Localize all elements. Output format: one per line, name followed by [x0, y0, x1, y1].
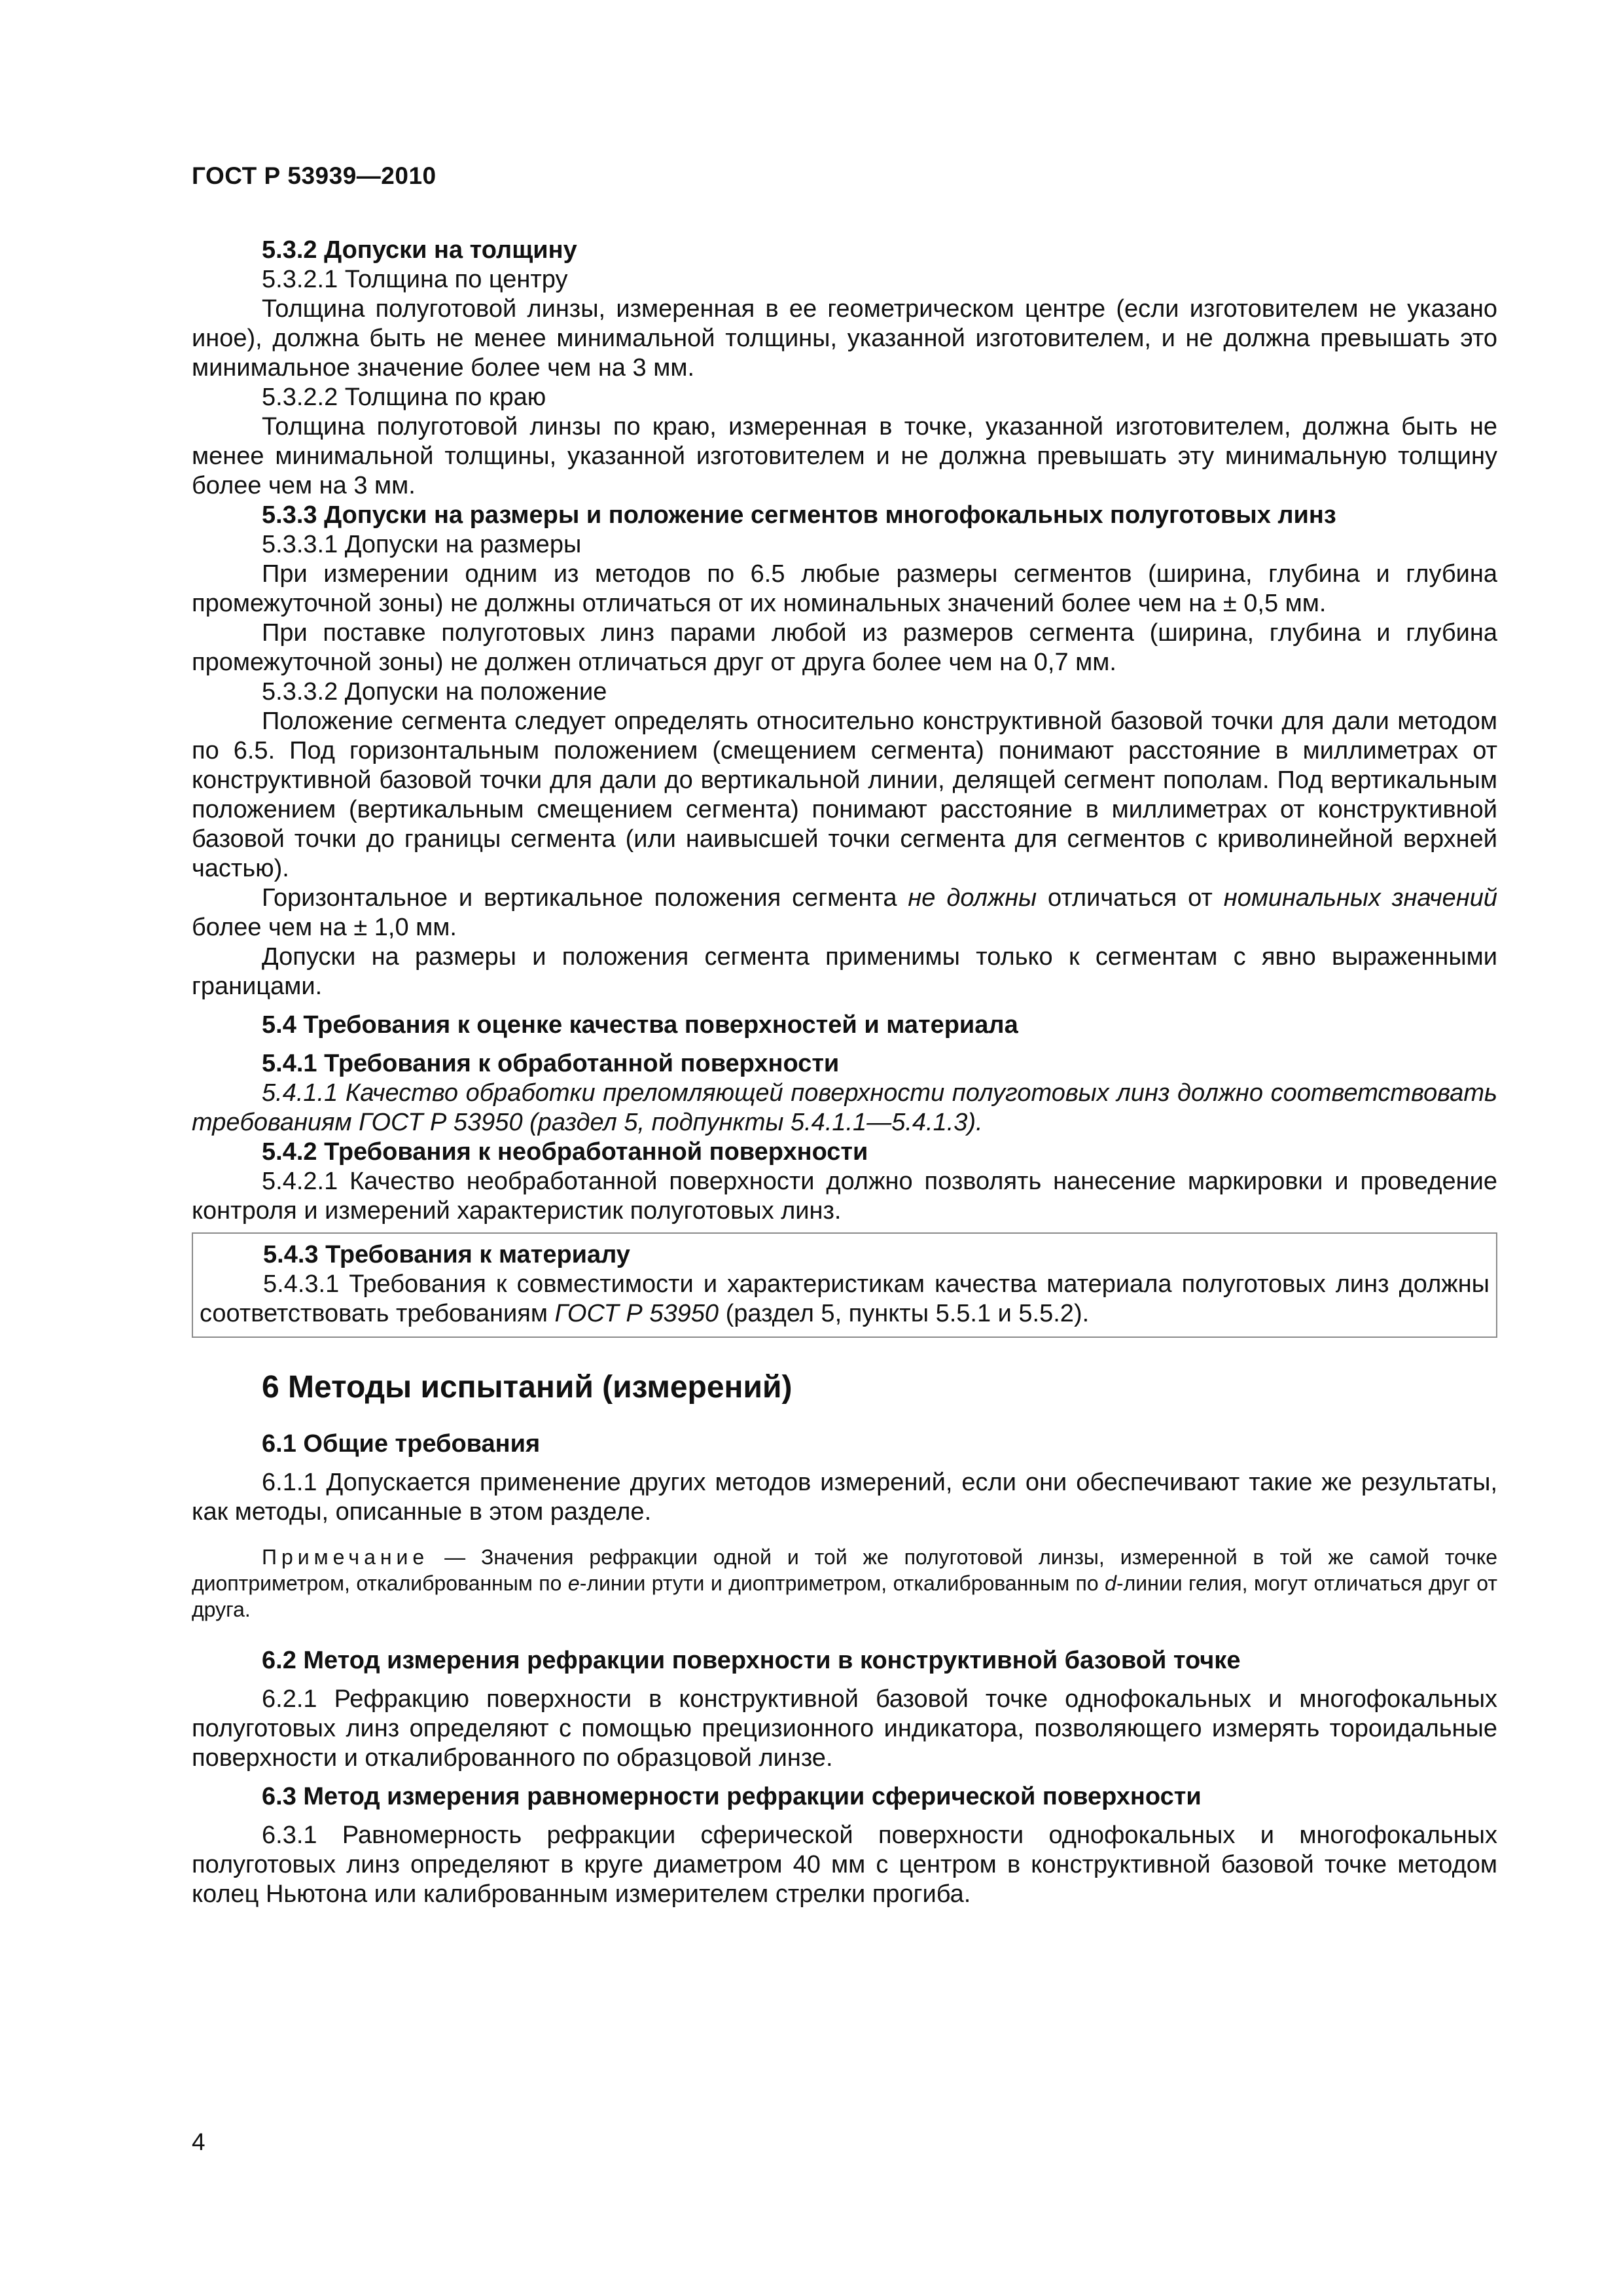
clause-5-3-2-heading: 5.3.2 Допуски на толщину: [262, 236, 577, 264]
clause-5-4-2-1-text: 5.4.2.1 Качество необработанной поверхности должно позволять нанесение маркировки и проведение контроля и измерений характеристик полуготовых линз.: [192, 1168, 1497, 1225]
material-text-b: ГОСТ Р 53950: [554, 1300, 719, 1327]
note-text-b: -линии ртути и диоптриметром, откалиброванным по: [579, 1571, 1105, 1595]
clause-5-3-3-1-text-2: При поставке полуготовых линз парами любой из размеров сегмента (ширина, глубина и глубина промежуточной зоны) не должен отличаться друг от друга более чем на 0,7 мм.: [192, 619, 1497, 676]
note-text-d: d: [1105, 1571, 1116, 1595]
note-text-e: е: [567, 1571, 580, 1595]
tolerance-text-a: Горизонтальное и вертикальное положения сегмента: [262, 884, 908, 912]
tolerance-text-b: не должны: [908, 884, 1037, 912]
clause-5-3-3-2-note: Допуски на размеры и положения сегмента применимы только к сегментам с явно выраженными границами.: [192, 943, 1497, 1000]
document-body: [192, 236, 1497, 1909]
clause-5-4-3-heading: 5.4.3 Требования к материалу: [263, 1241, 630, 1268]
note-label: Примечание: [262, 1545, 429, 1569]
amendment-box: [192, 1232, 1497, 1338]
material-text-c: (раздел 5, пункты 5.5.1 и 5.5.2).: [719, 1300, 1090, 1327]
clause-5-3-3-heading: 5.3.3 Допуски на размеры и положение сегментов многофокальных полуготовых линз: [262, 501, 1336, 529]
page-number: 4: [192, 2128, 205, 2155]
clause-5-3-3-2-tolerance: [192, 884, 1497, 942]
clause-6-2-heading: 6.2 Метод измерения рефракции поверхности в конструктивной базовой точке: [262, 1647, 1241, 1674]
clause-5-3-3-2-title: 5.3.3.2 Допуски на положение: [262, 678, 607, 706]
clause-5-4-heading: 5.4 Требования к оценке качества поверхностей и материала: [262, 1011, 1018, 1039]
clause-6-1-heading: 6.1 Общие требования: [262, 1430, 541, 1458]
clause-5-4-3-1-text: [200, 1270, 1489, 1329]
note-text-c: -линии гелия, могут отличаться друг от друга.: [192, 1571, 1498, 1621]
clause-5-3-3-1-text: При измерении одним из методов по 6.5 любые размеры сегментов (ширина, глубина и глубина промежуточной зоны) не должны отличаться от их номинальных значений более чем на ± 0,5 мм.: [192, 560, 1497, 617]
section-6-heading: 6 Методы испытаний (измерений): [262, 1370, 793, 1405]
tolerance-text-e: более чем на ± 1,0 мм.: [192, 914, 457, 941]
clause-6-1-note: [192, 1544, 1497, 1623]
clause-5-3-2-1-title: 5.3.2.1 Толщина по центру: [262, 266, 568, 293]
tolerance-text-c: отличаться от: [1037, 884, 1224, 912]
clause-5-3-2-1-text: Толщина полуготовой линзы, измеренная в ее геометрическом центре (если изготовителем не указано иное), должна быть не менее минимальной толщины, указанной изготовителем, и не должна превышать это минимальное значение более чем на 3 мм.: [192, 295, 1497, 382]
clause-6-1-1-text: 6.1.1 Допускается применение других методов измерений, если они обеспечивают такие же результаты, как методы, описанные в этом разделе.: [192, 1469, 1497, 1526]
document-header: ГОСТ Р 53939—2010: [192, 162, 437, 189]
clause-5-4-1-1-text: 5.4.1.1 Качество обработки преломляющей поверхности полуготовых линз должно соответствовать требованиям ГОСТ Р 53950 (раздел 5, подпункты 5.4.1.1—5.4.1.3).: [192, 1079, 1497, 1136]
tolerance-text-d: номинальных значений: [1223, 884, 1497, 912]
clause-5-3-2-2-text: Толщина полуготовой линзы по краю, измеренная в точке, указанной изготовителем, должна быть не менее минимальной толщины, указанной изготовителем и не должна превышать эту минимальную толщину более чем на 3 мм.: [192, 413, 1497, 499]
clause-5-3-3-2-text: Положение сегмента следует определять относительно конструктивной базовой точки для дали методом по 6.5. Под горизонтальным положением (смещением сегмента) понимают расстояние в миллиметрах от конструктивной базовой точки для дали до вертикальной линии, делящей сегмент пополам. Под вертикальным положением (вертикальным смещением сегмента) понимают расстояние в миллиметрах от конструктивной базовой точки до границы сегмента (или наивысшей точки сегмента для сегментов с криволинейной верхней частью).: [192, 708, 1497, 882]
note-text-a: — Значения рефракции одной и той же полуготовой линзы, измеренной в той же самой точке диоптриметром, откалиброванным по: [192, 1545, 1497, 1595]
clause-6-2-1-text: 6.2.1 Рефракцию поверхности в конструктивной базовой точке однофокальных и многофокальных полуготовых линз определяют с помощью прецизионного индикатора, позволяющего измерять тороидальные поверхности и откалиброванного по образцовой линзе.: [192, 1685, 1497, 1772]
clause-5-3-3-1-title: 5.3.3.1 Допуски на размеры: [262, 531, 582, 558]
clause-6-3-1-text: 6.3.1 Равномерность рефракции сферической поверхности однофокальных и многофокальных полуготовых линз определяют в круге диаметром 40 мм с центром в конструктивной базовой точке методом колец Ньютона или калиброванным измерителем стрелки прогиба.: [192, 1821, 1497, 1908]
clause-5-4-1-heading: 5.4.1 Требования к обработанной поверхности: [262, 1050, 840, 1077]
clause-5-4-2-heading: 5.4.2 Требования к необработанной поверхности: [262, 1138, 868, 1166]
material-text-a: 5.4.3.1 Требования к совместимости и характеристикам качества материала полуготовых линз должны соответствовать требованиям: [200, 1270, 1489, 1327]
clause-6-3-heading: 6.3 Метод измерения равномерности рефракции сферической поверхности: [262, 1783, 1202, 1810]
clause-5-3-2-2-title: 5.3.2.2 Толщина по краю: [262, 384, 546, 411]
